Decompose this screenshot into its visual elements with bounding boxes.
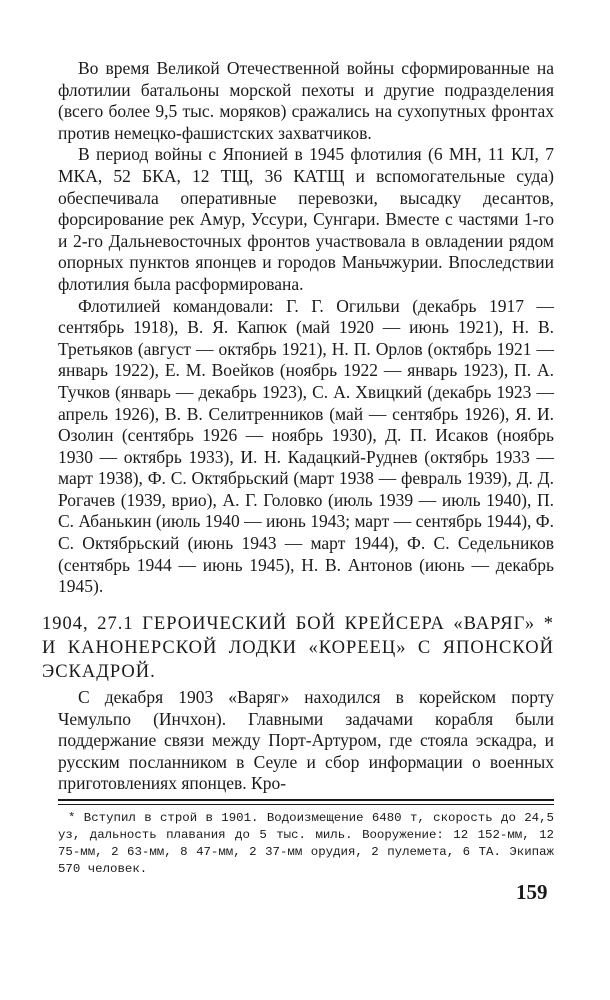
footnote — [58, 810, 554, 878]
page-number: 159 — [516, 880, 548, 904]
paragraph-varyag: С декабря 1903 «Варяг» находился в корейском порту Чемульпо (Инчхон). Главными задачами корабля были поддержание связи между Порт-Артуром, где стояла эскадра, и русским посланником в Сеуле и сбор информации о военных приготовлениях японцев. Кро- — [58, 687, 554, 794]
paragraph-marines: Во время Великой Отечественной войны сформированные на флотилии батальоны морской пехоты и другие подразделения (всего более 9,5 тыс. моряков) сражались на сухопутных фронтах против немецко-фашистских захватчиков. — [58, 58, 554, 143]
footnote-divider-thin — [58, 804, 554, 805]
section-text — [58, 687, 554, 795]
footnote-text: * Вступил в строй в 1901. Водоизмещение 6480 т, скорость до 24,5 уз, дальность плавания до 5 тыс. миль. Вооружение: 12 152-мм, 12 75-мм, 2 63-мм, 8 47-мм, 2 37-мм орудия, 2 пулемета, 6 ТА. Экипаж 570 человек. — [58, 811, 554, 876]
footnote-divider-thick — [58, 799, 554, 801]
paragraph-war-with-japan: В период войны с Японией в 1945 флотилия (6 МН, 11 КЛ, 7 МКА, 52 БКА, 12 ТЩ, 36 КАТЩ и вспомогательные суда) обеспечивала оперативные перевозки, высадку десантов, форсирование рек Амур, Уссури, Сунгари. Вместе с частями 1-го и 2-го Дальневосточных фронтов участвовала в овладении рядом опорных пунктов японцев и городов Маньчжурии. Впоследствии флотилия была расформирована. — [58, 144, 554, 294]
main-text — [58, 58, 554, 598]
paragraph-commanders: Флотилией командовали: Г. Г. Огильви (декабрь 1917 — сентябрь 1918), В. Я. Капюк (май 1920 — июнь 1921), Н. В. Третьяков (август — октябрь 1921), Н. П. Орлов (октябрь 1921 — январь 1922), Е. М. Воейков (ноябрь 1922 — январь 1923), П. А. Тучков (январь — декабрь 1923), С. А. Хвицкий (декабрь 1923 — апрель 1926), В. В. Селитренников (май — сентябрь 1926), Я. И. Озолин (сентябрь 1926 — ноябрь 1930), Д. П. Исаков (ноябрь 1930 — октябрь 1933), И. Н. Кадацкий-Руднев (октябрь 1933 — март 1938), Ф. С. Октябрьский (март 1938 — февраль 1939), Д. Д. Рогачев (1939, врио), А. Г. Головко (июль 1939 — июль 1940), П. С. Абанькин (июль 1940 — июнь 1943; март — сентябрь 1944), Ф. С. Октябрьский (июнь 1943 — март 1944), Ф. С. Седельников (сентябрь 1944 — июнь 1945), Н. В. Антонов (июнь — декабрь 1945). — [58, 295, 554, 597]
section-heading: 1904, 27.1 ГЕРОИЧЕСКИЙ БОЙ КРЕЙСЕРА «ВАРЯГ» * И КАНОНЕРСКОЙ ЛОДКИ «КОРЕЕЦ» С ЯПОНСКОЙ ЭСКАДРОЙ. — [42, 614, 554, 682]
